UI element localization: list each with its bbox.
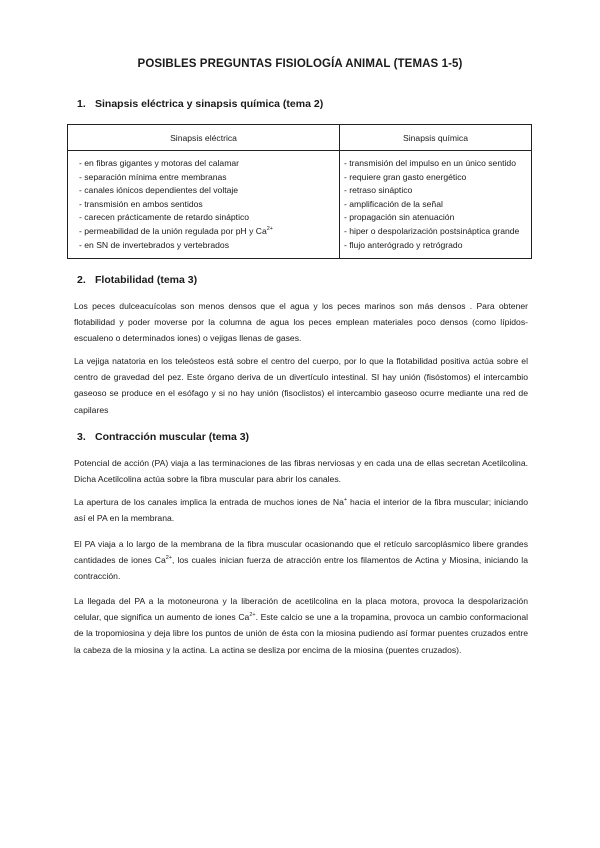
paragraph-flotabilidad-1: Los peces dulceacuícolas son menos densos que el agua y los peces marinos son más densos . Para obtener flotabilidad y poder moverse por la columna de agua los peces emplean materiales poco densos (como lípidos-escualeno o determinados iones) o vejigas llenas de gases. — [74, 301, 528, 344]
paragraph-contraccion-2 — [74, 494, 528, 526]
list-item: - canales iónicos dependientes del voltaje — [79, 185, 239, 196]
section-heading-1 — [77, 98, 323, 110]
text-span: La llegada del PA a la motoneurona y la liberación de acetilcolina en la placa motora, provoca la despolarización celular, que significa un aumento de iones Ca — [74, 596, 528, 623]
list-item — [79, 225, 339, 239]
list-item: - en SN de invertebrados y vertebrados — [79, 239, 229, 250]
paragraph-flotabilidad-2: La vejiga natatoria en los teleósteos está sobre el centro del cuerpo, por lo que la flotabilidad positiva actúa sobre el centro de gravedad del pez. Este órgano deriva de un divertículo intestinal. SI hay unión (fisóstomos) el intercambio gaseoso se produce en el esófago y si no hay unión (fisoclistos) el intercambio gaseoso ocurre mediante una red de capilares — [74, 356, 528, 415]
superscript: 2+ — [266, 226, 274, 233]
superscript: 2+ — [249, 612, 256, 619]
list-item: - carecen prácticamente de retardo sináptico — [79, 212, 250, 223]
list-item: - requiere gran gasto energético — [344, 171, 467, 182]
list-item: - hiper o despolarización postsináptica grande — [344, 225, 520, 236]
text-span: . Este calcio se une a la tropamina, provoca un cambio conformacional de la tropomiosina y deja libre los puntos de unión de ésta con la miosina pudiendo así formar puentes cruzados entre la cabeza de la miosina y la actina. La actina se desliza por encima de la miosina (puentes cruzados). — [74, 612, 529, 655]
list-item: - separación mínima entre membranas — [79, 171, 227, 182]
text-span: El PA viaja a lo largo de la membrana de la fibra muscular ocasionando que el retículo sarcoplásmico libere grandes cantidades de iones Ca — [74, 539, 528, 566]
list-item: - transmisión del impulso en un único sentido — [344, 158, 516, 168]
section-number: 1. — [77, 98, 86, 110]
superscript: 2+ — [165, 555, 173, 562]
text-span: hacia el interior de la fibra muscular; iniciando así el PA en la membrana. — [74, 497, 528, 524]
section-title: Contracción muscular (tema 3) — [95, 431, 250, 443]
list-item: - transmisión en ambos sentidos — [79, 198, 203, 209]
section-number: 3. — [77, 431, 86, 443]
table-header-chemical: Sinapsis química — [340, 125, 532, 151]
section-heading-2 — [77, 274, 197, 286]
section-number: 2. — [77, 274, 86, 286]
paragraph-contraccion-1: Potencial de acción (PA) viaja a las terminaciones de las fibras nerviosas y en cada una de ellas secretan Acetilcolina. Dicha Acetilcolina actúa sobre la fibra muscular para abrir los canales. — [74, 458, 528, 485]
text-span: , los cuales inician fuerza de atracción entre los filamentos de Actina y Miosina, iniciando la contracción. — [74, 555, 528, 582]
list-item: - en fibras gigantes y motoras del calamar — [79, 158, 240, 168]
synapse-comparison-table — [67, 124, 532, 259]
chemical-synapse-cell — [340, 151, 532, 259]
list-item: - flujo anterógrado y retrógrado — [344, 239, 463, 250]
list-item: - amplificación de la señal — [344, 198, 443, 209]
electrical-synapse-cell — [68, 151, 340, 259]
section-heading-3 — [77, 431, 249, 443]
table-header-row — [68, 125, 532, 151]
superscript: + — [343, 497, 348, 504]
section-title: Sinapsis eléctrica y sinapsis química (tema 2) — [95, 98, 324, 110]
list-item: - retraso sináptico — [344, 185, 413, 196]
table-header-electrical: Sinapsis eléctrica — [68, 125, 340, 151]
list-item: - propagación sin atenuación — [344, 212, 455, 223]
paragraph-contraccion-4 — [74, 593, 528, 658]
page-title: POSIBLES PREGUNTAS FISIOLOGÍA ANIMAL (TEMAS 1-5) — [137, 58, 463, 70]
section-title: Flotabilidad (tema 3) — [95, 274, 198, 286]
table-row — [68, 151, 532, 259]
list-item-text: - permeabilidad de la unión regulada por pH y Ca — [79, 225, 267, 236]
text-span: La apertura de los canales implica la entrada de muchos iones de Na — [74, 497, 344, 507]
paragraph-contraccion-3 — [74, 536, 528, 585]
